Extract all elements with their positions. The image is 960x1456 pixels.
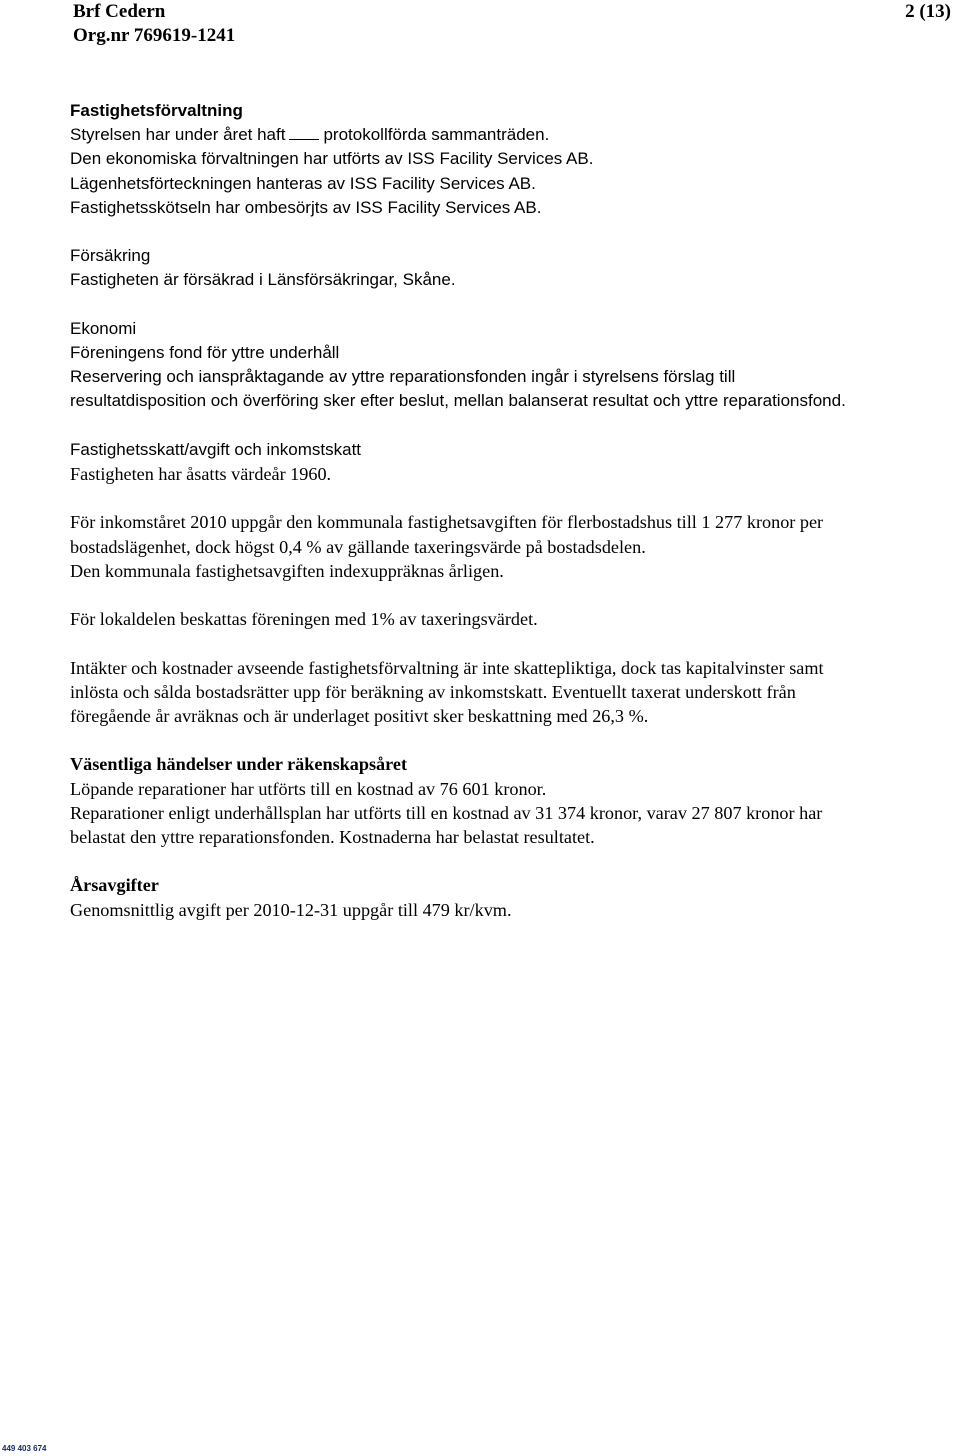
spacer [70, 220, 956, 244]
meetings-text-before: Styrelsen har under året haft [70, 125, 286, 145]
fund-line: Föreningens fond för yttre underhåll [70, 343, 340, 362]
document-header [73, 0, 235, 48]
heading-fastighetsforvaltning: Fastighetsförvaltning [70, 101, 243, 120]
spacer [70, 414, 956, 438]
reservation-line-1: Reservering och ianspråktagande av yttre reparationsfonden ingår i styrelsens förslag till [70, 367, 736, 387]
association-name: Brf Cedern [73, 1, 166, 22]
spacer [70, 293, 956, 317]
income-tax-line-2: inlösta och sålda bostadsrätter upp för beräkning av inkomstskatt. Eventuellt taxerat underskott från [70, 681, 796, 702]
maintenance-plan-line-2: belastat den yttre reparationsfonden. Kostnaderna har belastat resultatet. [70, 826, 595, 847]
org-number: Org.nr 769619-1241 [73, 25, 236, 46]
apartment-register-line: Lägenhetsförteckningen hanteras av ISS Facility Services AB. [70, 173, 536, 193]
property-maintenance-line: Fastighetsskötseln har ombesörjts av ISS Facility Services AB. [70, 197, 542, 217]
heading-fastighetsskatt: Fastighetsskatt/avgift och inkomstskatt [70, 439, 362, 459]
maintenance-plan-line-1: Reparationer enligt underhållsplan har utförts till en kostnad av 31 374 kronor, varav 27 807 kronor har [70, 802, 823, 823]
spacer [70, 583, 956, 607]
meetings-count-blank [289, 125, 319, 140]
heading-ekonomi: Ekonomi [70, 318, 137, 338]
meetings-text-after: protokollförda sammanträden. [323, 125, 550, 145]
heading-vasentliga-handelser: Väsentliga händelser under räkenskapsåret [70, 754, 408, 775]
meetings-line [70, 123, 956, 147]
value-year-line: Fastigheten har åsatts värdeår 1960. [70, 464, 332, 484]
average-fee-line: Genomsnittlig avgift per 2010-12-31 uppgår till 479 kr/kvm. [70, 899, 512, 920]
property-fee-line-3: Den kommunala fastighetsavgiften indexuppräknas årligen. [70, 560, 504, 581]
economic-management-line: Den ekonomiska förvaltningen har utförts av ISS Facility Services AB. [70, 149, 594, 169]
spacer [70, 728, 956, 752]
heading-arsavgifter: Årsavgifter [70, 875, 159, 896]
reservation-line-2: resultatdisposition och överföring sker efter beslut, mellan balanserat resultat och yttre reparationsfond. [70, 391, 846, 411]
spacer [70, 849, 956, 873]
page-number: 2 (13) [905, 1, 951, 22]
income-tax-line-1: Intäkter och kostnader avseende fastighetsförvaltning är inte skattepliktiga, dock tas kapitalvinster samt [70, 657, 824, 678]
insurance-line: Fastigheten är försäkrad i Länsförsäkringar, Skåne. [70, 270, 456, 290]
income-tax-line-3: föregående år avräknas och är underlaget positivt sker beskattning med 26,3 %. [70, 705, 649, 726]
document-id: 449 403 674 [2, 1444, 47, 1453]
property-fee-line-1: För inkomståret 2010 uppgår den kommunala fastighetsavgiften för flerbostadshus till 1 277 kronor per [70, 512, 824, 533]
repairs-line: Löpande reparationer har utförts till en kostnad av 76 601 kronor. [70, 778, 547, 799]
spacer [70, 486, 956, 510]
heading-forsakring: Försäkring [70, 246, 151, 266]
spacer [70, 631, 956, 655]
property-fee-line-2: bostadslägenhet, dock högst 0,4 % av gällande taxeringsvärde på bostadsdelen. [70, 536, 646, 557]
document-body [70, 99, 956, 922]
commercial-tax-line: För lokaldelen beskattas föreningen med 1% av taxeringsvärdet. [70, 609, 538, 630]
